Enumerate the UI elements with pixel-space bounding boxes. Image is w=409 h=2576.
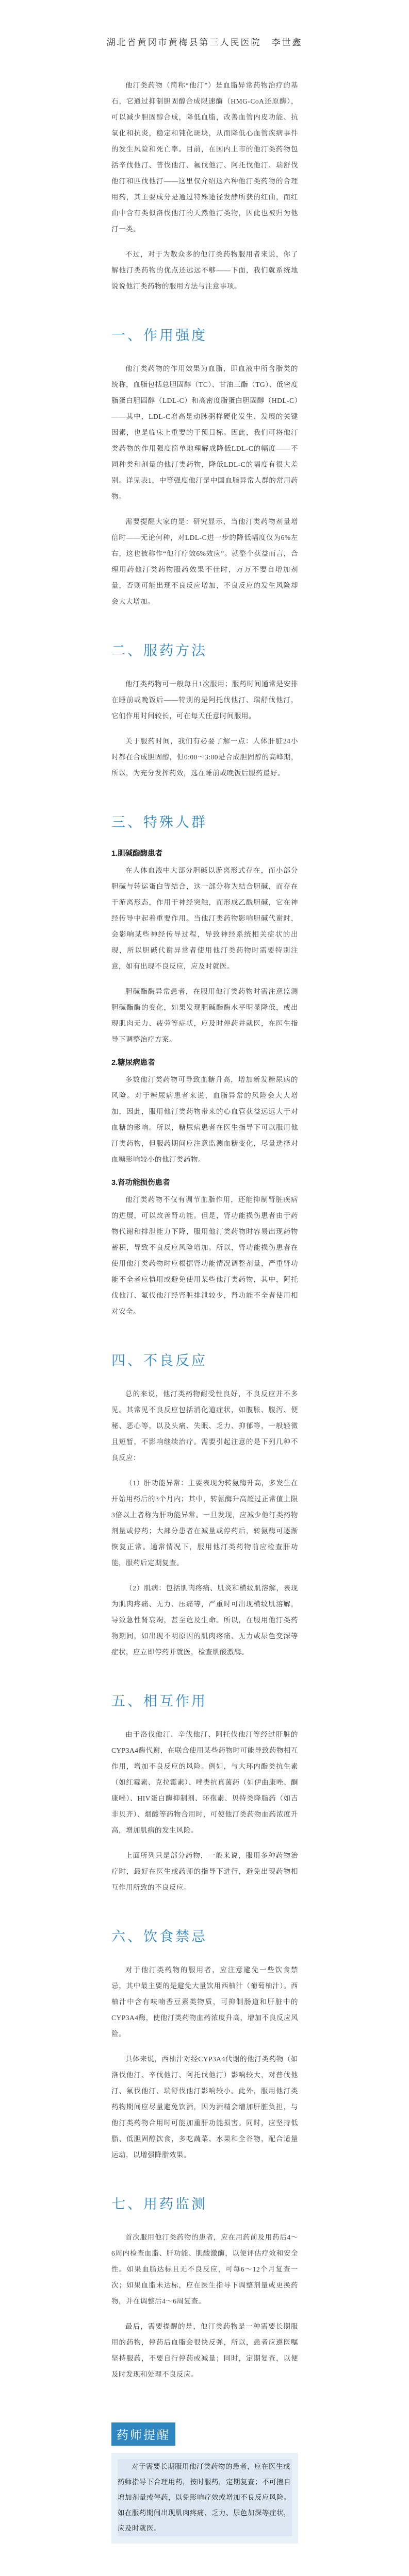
section-paragraph: 首次服用他汀类药物的患者，应在用药前及用药后4～6周内检查血脂、肝功能、肌酸激酶，以便评估疗效和安全性。如果血脂达标且无不良反应，可每6～12个月复查一次；如果血脂未达标，应在医生指导下调整剂量或更换药物，并在调整后4～6周复查。 <box>111 2233 298 2305</box>
section-paragraph: （2）肌病：包括肌肉疼痛、肌炎和横纹肌溶解，表现为肌肉疼痛、无力、压痛等，严重时可出现横纹肌溶解，导致急性肾衰竭，甚至危及生命。所以，在服用他汀类药物期间，如出现不明原因的肌肉疼痛、无力或尿色变深等症状，应立即停药并就医，检查肌酸激酶。 <box>111 1584 298 1656</box>
section-paragraph: 最后，需要提醒的是，他汀类药物是一种需要长期服用的药物，停药后血脂会很快反弹，所以，患者应遵医嘱坚持服药，不要自行停药或减量；同时，定期复查，以便及时发现和处理不良反应。 <box>111 2323 298 2378</box>
subsection-title: 2.糖尿病患者 <box>111 1059 155 1067</box>
section-paragraph: 多数他汀类药物可导致血糖升高，增加新发糖尿病的风险。对于糖尿病患者来说，血脂异常的风险会大大增加，因此，服用他汀类药物带来的心血管获益远远大于对血糖的影响。所以，糖尿病患者在医生指导下可以服用他汀类药物，但服药期间应注意监测血糖变化，尽量选择对血糖影响较小的他汀类药物。 <box>111 1076 298 1163</box>
pharmacist-tip-text: 对于需要长期服用他汀类药物的患者，应在医生或药师指导下合理用药，按时服药，定期复查；不可擅自增加剂量或停药，以免影响疗效或增加不良反应风险。如在服药期间出现肌肉疼痛、乏力、尿色加深等症状，应及时就医。 <box>118 2459 292 2536</box>
intro-paragraph: 他汀类药物（简称“他汀”）是血脂异常药物治疗的基石，它通过抑制胆固醇合成限速酶（HMG-CoA还原酶），可以减少胆固醇合成，降低血脂，改善血管内皮功能、抗氧化和抗炎，稳定和钝化斑块，从而降低心血管疾病事件的发生风险和死亡率。目前，在国内上市的他汀类药物包括辛伐他汀、普伐他汀、氟伐他汀、阿托伐他汀、瑞舒伐他汀和匹伐他汀——这里仅介绍这六种他汀类药物的合理用药，其主要成分是通过特殊途径发酵所获的红曲，而红曲中含有类似洛伐他汀的天然他汀类物，因此也被归为他汀一类。 <box>111 81 298 233</box>
section-paragraph: 总的来说，他汀类药物耐受性良好，不良反应并不多见。其常见不良反应包括消化道症状，如腹胀、腹泻、便秘、恶心等，以及头痛、失眠、乏力、抑郁等，一般轻微且短暂，不影响继续治疗。需要引起注意的是下列几种不良反应： <box>111 1390 298 1462</box>
section-paragraph: （1）肝功能异常：主要表现为转氨酶升高，多发生在开始用药后的3个月内；其中，转氨酶升高超过正常值上限3倍以上者称为肝功能异常。一旦发现，应减少他汀类药物剂量或停药；大部分患者在减量或停药后，转氨酶可逐渐恢复正常。通常情况下，服用他汀类药物前应检查肝功能，服药后定期复查。 <box>111 1479 298 1567</box>
section-paragraph: 由于洛伐他汀、辛伐他汀、阿托伐他汀等经过肝脏的CYP3A4酶代谢，在联合使用某些药物时可能导致药物相互作用，增加不良反应的风险。例如，与大环内酯类抗生素（如红霉素、克拉霉素）、唑类抗真菌药（如伊曲康唑、酮康唑）、HIV蛋白酶抑制剂、环孢素、贝特类降脂药（如吉非贝齐）、烟酸等药物合用时，可使他汀类药物血药浓度升高，增加肌病的发生风险。 <box>111 1731 298 1834</box>
section-paragraph: 他汀类药物的作用效果为血脂，即血液中所含脂类的统称，血脂包括总胆固醇（TC）、甘油三酯（TG）、低密度脂蛋白胆固醇（LDL-C）和高密度脂蛋白胆固醇（HDL-C）——其中，LDL-C增高是动脉粥样硬化发生、发展的关键因素，也是临床上重要的干预目标。因此，我们可将他汀类药物的作用强度简单地理解成降低LDL-C的幅度——不同种类和剂量的他汀类药物，降低LDL-C的幅度有很大差别。详见表1，中等强度他汀是中国血脂异常人群的常用药物。 <box>111 365 298 500</box>
intro-paragraph: 不过，对于为数众多的他汀类药物服用者来说，你了解他汀类药物的优点还远远不够——下面，我们就系统地说说他汀类药物的服用方法与注意事项。 <box>111 250 298 290</box>
section-paragraph: 胆碱酯酶异常患者，在服用他汀类药物时需注意监测胆碱酯酶的变化，如果发现胆碱酯酶水平明显降低，或出现肌肉无力、疲劳等症状，应及时停药并就医，在医生指导下调整治疗方案。 <box>111 988 298 1043</box>
section-paragraph: 需要提醒大家的是：研究显示，当他汀类药物剂量增倍时——无论何种，对LDL-C进一步的降低幅度仅为6%左右，这也被称作“他汀疗效6%效应”。就整个获益而言，合理用药他汀类药物服药效果不佳时，万万不要自增加剂量，否则可能出现不良反应增加，不良反应的发生风险却会大大增加。 <box>111 518 298 605</box>
section-title-special-groups: 三、特殊人群 <box>111 815 207 830</box>
section-paragraph: 对于他汀类药物的服用者，应注意避免一些饮食禁忌，其中最主要的是避免大量饮用西柚汁（葡萄柚汁）。西柚汁中含有呋喃香豆素类物质，可抑制肠道和肝脏中的CYP3A4酶，使他汀类药物血药浓度升高，增加不良反应风险。 <box>111 1966 298 2038</box>
section-paragraph: 上面所列只是部分药物，一般来说，服用多种药物治疗时，最好在医生或药师的指导下进行，避免出现药物相互作用所致的不良反应。 <box>111 1852 298 1891</box>
pharmacist-tip-box <box>111 2453 298 2544</box>
section-paragraph: 具体来说，西柚汁对经CYP3A4代谢的他汀类药物（如洛伐他汀、辛伐他汀、阿托伐他汀）影响较大，对普伐他汀、氟伐他汀、瑞舒伐他汀影响较小。此外，服用他汀类药物期间应尽量避免饮酒，因为酒精会增加肝脏负担，与他汀类药物合用时可能加重肝功能损害。同时，应坚持低脂、低胆固醇饮食，多吃蔬菜、水果和全谷物，配合适量运动，以增强降脂效果。 <box>111 2055 298 2159</box>
section-title-adverse-reactions: 四、不良反应 <box>111 1353 207 1368</box>
section-paragraph: 在人体血液中大部分胆碱以游离形式存在，而小部分胆碱与转运蛋白等结合，这一部分称为结合胆碱，而存在于游离形态，作用于神经突触，而形成乙酰胆碱，它在神经传导中起着重要作用。当他汀类药物影响胆碱代谢时，会影响某些神经传导过程，导致神经系统相关症状的出现，所以胆碱代谢异常者使用他汀类药物时需要特别注意，如有出现不良反应，应及时就医。 <box>111 867 298 970</box>
section-title-strength: 一、作用强度 <box>111 328 207 343</box>
pharmacist-tip-title: 药师提醒 <box>111 2422 175 2446</box>
section-title-interactions: 五、相互作用 <box>111 1693 207 1709</box>
section-title-monitoring: 七、用药监测 <box>111 2196 207 2212</box>
article-body <box>111 77 298 2544</box>
section-paragraph: 他汀类药物可一般每日1次服用；服药时间通常是安排在睡前或晚饭后——特别的是阿托伐他汀、瑞舒伐他汀，它们作用时间较长，可在每天任意时间服用。 <box>111 680 298 720</box>
section-paragraph: 他汀类药物不仅有调节血脂作用，还能抑制肾脏疾病的进展，可以改善肾功能。但是，肾功能损伤患者由于药物代谢和排泄能力下降，服用他汀类药物时容易出现药物蓄积，导致不良反应风险增加。所以，肾功能损伤患者在使用他汀类药物时应根据肾功能情况调整剂量，严重肾功能不全者应慎用或避免使用某些他汀类药物，其中，阿托伐他汀、氟伐他汀经肾脏排泄较少，肾功能不全者使用相对安全。 <box>111 1196 298 1315</box>
section-paragraph: 关于服药时间，我们有必要了解一点：人体肝脏24小时都在合成胆固醇，但0:00～3:00是合成胆固醇的高峰期，所以，为充分发挥药效，选在睡前或晚饭后服药最好。 <box>111 737 298 777</box>
article-header: 湖北省黄冈市黄梅县第三人民医院 李世鑫 <box>106 38 303 47</box>
section-title-diet: 六、饮食禁忌 <box>111 1929 207 1944</box>
subsection-title: 1.胆碱酯酶患者 <box>111 850 163 858</box>
subsection-title: 3.肾功能损伤患者 <box>111 1179 170 1187</box>
section-title-dosing: 二、服药方法 <box>111 643 207 658</box>
